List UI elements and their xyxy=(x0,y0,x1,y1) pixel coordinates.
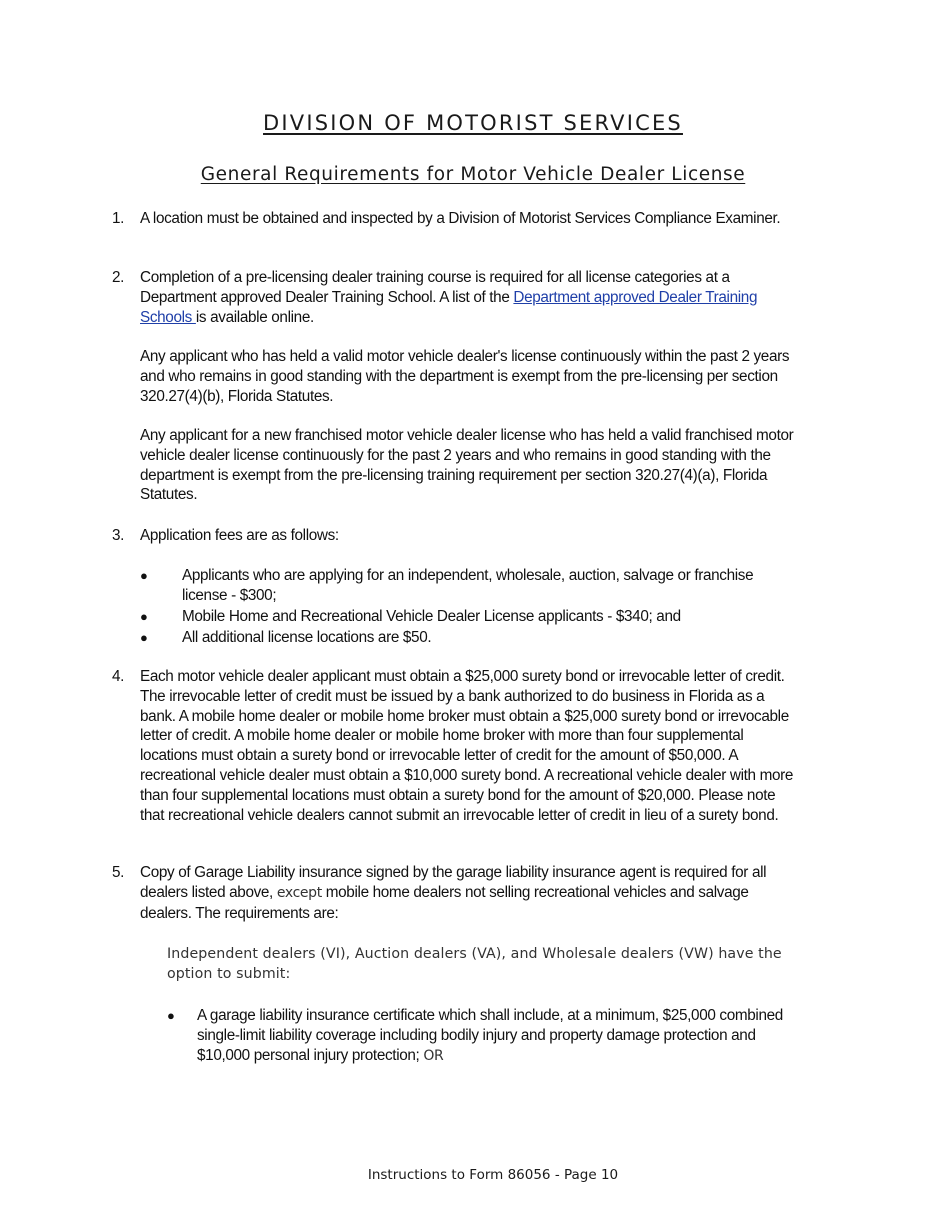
bullet-text xyxy=(197,1006,797,1066)
item-text-part: Copy of Garage Liability insurance signed by the garage liability insurance agent is required for all dealers listed above, xyxy=(140,864,767,901)
item-text-part: Completion of a pre-licensing dealer training course is required for all license categories at a Department approved Dealer Training School. A list of the xyxy=(140,269,730,306)
dealer-option-note: Independent dealers (VI), Auction dealers (VA), and Wholesale dealers (VW) have the option to submit: xyxy=(167,946,782,982)
bullet-icon: ● xyxy=(140,568,148,583)
bullet-text-part: A garage liability insurance certificate which shall include, at a minimum, $25,000 combined single-limit liability coverage including bodily injury and property damage protection and $10,000 personal injury protection; xyxy=(197,1007,783,1064)
bullet-icon: ● xyxy=(140,630,148,645)
item-text: Application fees are as follows: xyxy=(140,527,339,544)
exemption-paragraph-b: Any applicant who has held a valid motor vehicle dealer's license continuously within the past 2 years and who remains in good standing with the department is exempt from the pre-licensing per section 320.27(4)(b), Florida Statutes. xyxy=(140,348,790,405)
item-number: 1. xyxy=(112,210,125,227)
page-subtitle: General Requirements for Motor Vehicle Dealer License xyxy=(200,164,746,185)
bullet-text: All additional license locations are $50. xyxy=(182,629,432,646)
or-word: OR xyxy=(423,1047,444,1064)
except-word: except xyxy=(276,884,322,901)
page-footer: Instructions to Form 86056 - Page 10 xyxy=(367,1167,619,1183)
bullet-text: Mobile Home and Recreational Vehicle Dealer License applicants - $340; and xyxy=(182,608,681,625)
training-schools-link[interactable]: Department approved Dealer Training Schools xyxy=(140,288,758,326)
item-text-part: is available online. xyxy=(195,308,314,326)
item-text xyxy=(140,268,802,327)
page-title: DIVISION OF MOTORIST SERVICES xyxy=(263,111,683,135)
item-text xyxy=(140,863,802,923)
item-number: 4. xyxy=(112,668,125,685)
item-text: A location must be obtained and inspected by a Division of Motorist Services Compliance Examiner. xyxy=(140,210,781,227)
bullet-text: Applicants who are applying for an independent, wholesale, auction, salvage or franchise license - $300; xyxy=(182,567,754,604)
bullet-icon: ● xyxy=(140,609,148,624)
item-number: 3. xyxy=(112,527,125,544)
item-number: 2. xyxy=(112,269,125,286)
item-text-part: mobile home dealers not selling recreational vehicles and salvage dealers. The requirements are: xyxy=(140,883,749,922)
item-number: 5. xyxy=(112,864,125,881)
exemption-paragraph-a: Any applicant for a new franchised motor vehicle dealer license who has held a valid franchised motor vehicle dealer license continuously for the past 2 years and who remains in good standing with the department is exempt from the pre-licensing training requirement per section 320.27(4)(a), Florida Statutes. xyxy=(140,427,794,504)
bullet-icon: ● xyxy=(167,1008,175,1023)
item-text: Each motor vehicle dealer applicant must obtain a $25,000 surety bond or irrevocable letter of credit. The irrevocable letter of credit must be issued by a bank authorized to do business in Florida as a bank. A mobile home dealer or mobile home broker must obtain a $25,000 surety bond or irrevocable letter of credit. A mobile home dealer or mobile home broker with more than four supplemental locations must obtain a surety bond or irrevocable letter of credit for the amount of $50,000. A recreational vehicle dealer must obtain a $10,000 surety bond. A recreational vehicle dealer with more than four supplemental locations must obtain a surety bond for the amount of $20,000. Please note that recreational vehicle dealers cannot submit an irrevocable letter of credit in lieu of a surety bond. xyxy=(140,668,794,824)
